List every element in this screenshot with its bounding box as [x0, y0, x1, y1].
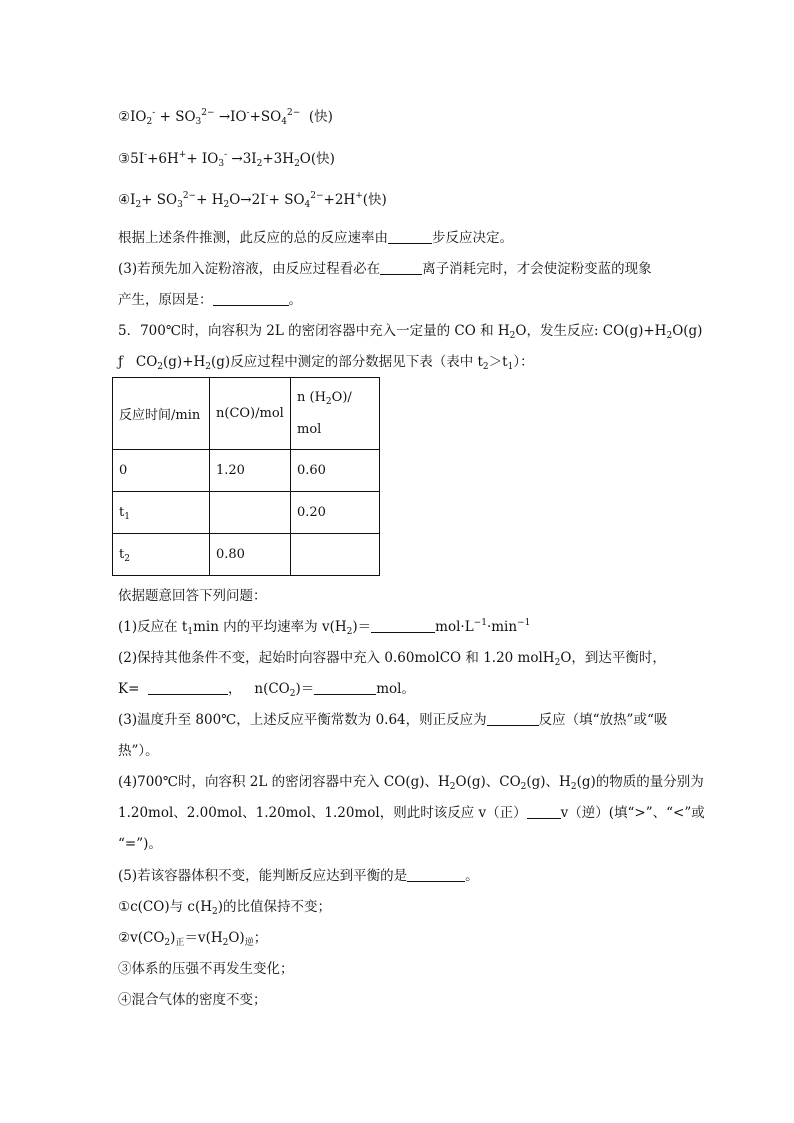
problem-5-line-1 [118, 321, 702, 341]
question-text: mol。 [376, 681, 415, 697]
table-row [113, 450, 380, 492]
table-cell: 1.20 [210, 450, 291, 492]
step-3-text: ③5I-+6H++ $IO_3^- \to 3I_2+3H_2O$(快) [118, 150, 335, 169]
step-2-text: $②IO_2^- + SO_3^{2-} \to IO^-+SO_4^{2-}$ (快) [118, 108, 333, 127]
question-text: 产生，原因是： [118, 292, 213, 308]
question-text: (3)若预先加入淀粉溶液，由反应过程看必在 [118, 261, 381, 277]
data-table [112, 377, 380, 576]
step-4-text: $④I_2+ SO_3^{2-}+ H_2O\to 2I^-+ SO_4^{2-}+2H^+$(快) [118, 191, 387, 210]
q4-line-1 [118, 772, 704, 792]
option-text: ③体系的压强不再发生变化； [118, 961, 294, 977]
question-text: ， $n(CO_2)=$ [228, 681, 315, 699]
question-text: 。 [465, 868, 479, 884]
answer-blank[interactable] [314, 680, 376, 695]
intro-line [118, 586, 267, 606]
q5-option-4 [118, 990, 267, 1010]
table-cell: 0 [113, 450, 210, 492]
answer-blank[interactable] [388, 229, 432, 244]
q5-stem [118, 866, 479, 886]
question-text: v（逆）(填“>”、“<”或 [560, 805, 705, 821]
q4-line-2 [118, 803, 705, 823]
q1-line [118, 617, 530, 637]
q2-line-2 [118, 679, 415, 699]
rate-determining-question [118, 228, 513, 248]
option-text: ④混合气体的密度不变； [118, 992, 267, 1008]
question-text: 1.20mol、2.00mol、1.20mol、1.20mol，则此时该反应 v（正） [118, 805, 527, 821]
table-header-cell: 反应时间/min [113, 378, 210, 450]
answer-blank[interactable] [527, 804, 561, 819]
question-text: $mol\cdot L^{-1}\cdot\min^{-1}$ [435, 618, 531, 635]
problem-5-text: 5．700℃时，向容积为 2L 的密闭容器中充入一定量的 CO 和 $H_2O$，发生反应: $CO(g)+H_2O(g)$ [118, 323, 703, 341]
table-cell: $t_2$ [113, 534, 210, 576]
table-header-row [113, 378, 380, 450]
question-text: (3)温度升至 800℃，上述反应平衡常数为 0.64，则正反应为 [118, 712, 487, 728]
q3-line-1 [118, 259, 652, 279]
option-text: ①c(CO)与 $c(H_2)$的比值保持不变； [118, 899, 332, 917]
problem-5-text: ƒ $CO_2(g)+H_2(g)$反应过程中测定的部分数据见下表（表中 $t_2>t_1$）： [118, 354, 534, 372]
q3-line-2 [118, 290, 302, 310]
answer-blank[interactable] [213, 291, 289, 306]
q5-option-1 [118, 897, 331, 917]
table-header-cell: n(CO)/mol [210, 378, 291, 450]
table-row [113, 492, 380, 534]
answer-blank[interactable] [487, 711, 539, 726]
table-cell: 0.60 [291, 450, 380, 492]
question-text: (1)反应在 $t_1\min$ 内的平均速率为 $v(H_2)=$ [118, 619, 372, 637]
option-text: $②v(CO_2)_正=v(H_2O)_逆$； [118, 930, 268, 948]
q5-option-3 [118, 959, 294, 979]
question-text: 离子消耗完时，才会使淀粉变蓝的现象 [422, 261, 652, 277]
table-cell [210, 492, 291, 534]
question-text: 热”）。 [118, 743, 159, 759]
question-text: 根据上述条件推测，此反应的总的反应速率由 [118, 230, 388, 246]
table-cell [291, 534, 380, 576]
answer-blank[interactable] [380, 260, 422, 275]
step-3-equation [118, 149, 335, 169]
step-2-equation [118, 107, 333, 127]
question-text: (2)保持其他条件不变，起始时向容器中充入 0.60molCO 和 1.20 molH$_2$O，到达平衡时， [118, 650, 666, 668]
question-text: (4)700℃时，向容积 2L 的密闭容器中充入 CO(g)、$H_2O(g)$、$CO_2(g)$、$H_2(g)$的物质的量分别为 [118, 774, 704, 792]
question-text: (5)若该容器体积不变，能判断反应达到平衡的是 [118, 868, 408, 884]
question-text: “=”)。 [118, 836, 162, 852]
q4-line-3 [118, 834, 162, 854]
answer-blank[interactable] [407, 867, 465, 882]
table-header-cell: n $(H_2O)/$ mol [291, 378, 380, 450]
intro-text: 依据题意回答下列问题： [118, 588, 267, 604]
q3b-line-1 [118, 710, 667, 730]
answer-blank[interactable] [371, 618, 435, 633]
table-cell: 0.80 [210, 534, 291, 576]
step-4-equation [118, 190, 387, 210]
question-text: 反应（填“放热”或“吸 [538, 712, 668, 728]
question-text: 步反应决定。 [432, 230, 513, 246]
q5-option-2 [118, 928, 267, 948]
q3b-line-2 [118, 741, 159, 761]
answer-blank[interactable] [148, 680, 228, 695]
table-cell: $t_1$ [113, 492, 210, 534]
question-text: K= [118, 681, 140, 697]
table-row [113, 534, 380, 576]
problem-5-line-2 [118, 352, 534, 372]
table-cell: 0.20 [291, 492, 380, 534]
question-text: 。 [288, 292, 302, 308]
q2-line-1 [118, 648, 666, 668]
